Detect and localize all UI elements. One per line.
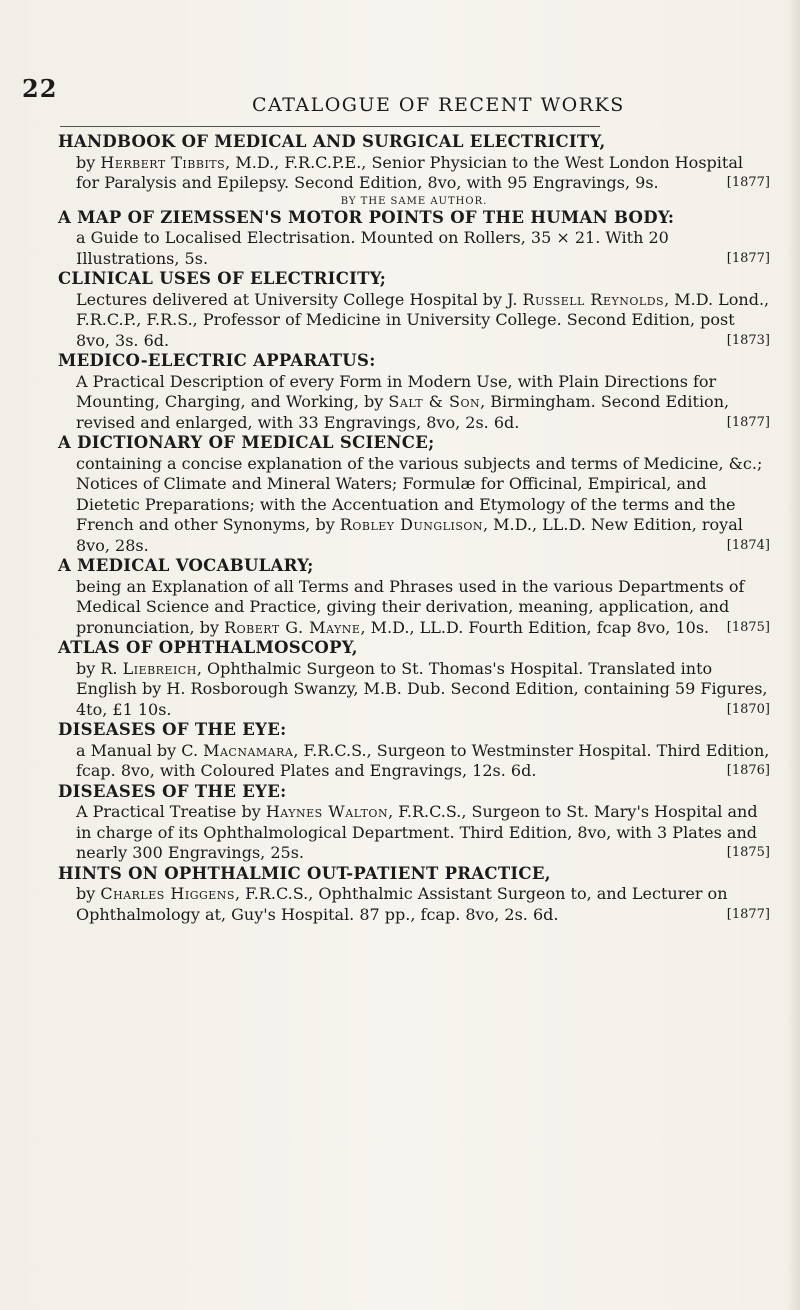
entry-text: being an Explanation of all Terms and Phrases used in the various Departments of Medical Science and Practice, giving their derivation, meaning, application, and pronunciation, by bbox=[76, 576, 745, 637]
entry-text: a Guide to Localised Electrisation. Mounted on Rollers, 35 × 21. With 20 Illustrations, 5s. bbox=[76, 228, 669, 268]
entry-text: , M.D., F.R.C.P.E., Senior Physician to the West London Hospital for Paralysis and Epilepsy. Second Edition, 8vo, with 95 Engravings, 9s. bbox=[76, 152, 743, 192]
entry-body bbox=[58, 884, 770, 925]
catalogue-entry bbox=[58, 433, 770, 556]
entry-text: , M.D. Lond., F.R.C.P., F.R.S., Professor of Medicine in University College. Second Edition, post 8vo, 3s. 6d. bbox=[76, 289, 770, 350]
entry-author: Liebreich bbox=[122, 658, 197, 678]
catalogue-entry bbox=[58, 556, 770, 638]
entry-body bbox=[58, 454, 770, 557]
entry-author: Haynes Walton bbox=[265, 802, 389, 821]
entry-date: [1877] bbox=[726, 175, 770, 190]
entry-author: Charles Higgens bbox=[100, 884, 235, 903]
entry-title: MEDICO-ELECTRIC APPARATUS: bbox=[58, 351, 376, 370]
entry-date: [1877] bbox=[726, 906, 770, 922]
catalogue-entry bbox=[58, 638, 770, 720]
entry-title: ATLAS OF OPHTHALMOSCOPY, bbox=[58, 638, 358, 657]
page-edge-shadow bbox=[786, 0, 800, 1310]
entry-body bbox=[58, 372, 770, 434]
entry-author: Russell Reynolds bbox=[522, 289, 665, 309]
entry-author: Macnamara bbox=[203, 740, 294, 760]
entry-date: [1876] bbox=[726, 763, 770, 778]
catalogue-entry bbox=[58, 132, 770, 194]
entry-body bbox=[58, 153, 770, 194]
entry-date: [1875] bbox=[726, 845, 770, 860]
entry-title: DISEASES OF THE EYE: bbox=[58, 720, 287, 739]
entry-body bbox=[58, 290, 770, 352]
entry-title: HANDBOOK OF MEDICAL AND SURGICAL ELECTRICITY, bbox=[58, 132, 606, 151]
entry-body bbox=[58, 577, 770, 639]
entry-author: Robert G. Mayne bbox=[224, 617, 361, 637]
entry-title: A DICTIONARY OF MEDICAL SCIENCE; bbox=[58, 433, 435, 452]
entry-author: Robley Dunglison bbox=[339, 515, 483, 534]
catalogue-entry bbox=[58, 351, 770, 433]
entry-text: A Practical Description of every Form in Modern Use, with Plain Directions for Mounting, Charging, and Working, by bbox=[76, 371, 717, 411]
entry-text: , M.D., LL.D. Fourth Edition, fcap 8vo, 10s. bbox=[360, 617, 710, 637]
entry-title: CLINICAL USES OF ELECTRICITY; bbox=[58, 269, 387, 288]
entry-text: , F.R.C.S., Surgeon to Westminster Hospital. Third Edition, fcap. 8vo, with Coloured Plates and Engravings, 12s. 6d. bbox=[76, 740, 770, 780]
entry-body bbox=[58, 228, 770, 269]
entry-author: Herbert Tibbits bbox=[100, 152, 226, 172]
entry-text: containing a concise explanation of the various subjects and terms of Medicine, &c.; Notices of Climate and Mineral Waters; Formulæ for Officinal, Empirical, and Dietetic Preparations; with the Accentuation and Etymology of the terms and the French and other Synonyms, by bbox=[76, 453, 763, 534]
entry-body bbox=[58, 659, 770, 721]
entry-text: , Ophthalmic Surgeon to St. Thomas's Hospital. Translated into English by H. Rosborough Swanzy, M.B. Dub. Second Edition, containing 59 Figures, 4to, £1 10s. bbox=[76, 658, 768, 719]
entry-text: , F.R.C.S., Surgeon to St. Mary's Hospital and in charge of its Ophthalmological Department. Third Edition, 8vo, with 3 Plates and nearly 300 Engravings, 25s. bbox=[76, 802, 758, 862]
entry-subhead: BY THE SAME AUTHOR. bbox=[340, 195, 488, 207]
entry-text: by R. bbox=[76, 658, 123, 678]
entry-text: by bbox=[76, 884, 101, 903]
entry-date: [1877] bbox=[726, 414, 770, 430]
entry-date: [1870] bbox=[726, 701, 770, 717]
catalogue-entry bbox=[58, 864, 770, 926]
catalogue-entry bbox=[58, 196, 770, 270]
page-number: 22 bbox=[22, 74, 58, 103]
entry-title: A MAP OF ZIEMSSEN'S MOTOR POINTS OF THE HUMAN BODY: bbox=[58, 207, 675, 227]
running-head: CATALOGUE OF RECENT WORKS bbox=[252, 94, 625, 116]
entry-title: HINTS ON OPHTHALMIC OUT-PATIENT PRACTICE, bbox=[58, 863, 551, 883]
entry-title: A MEDICAL VOCABULARY; bbox=[58, 556, 314, 575]
catalogue-entry bbox=[58, 782, 770, 864]
entry-text: A Practical Treatise by bbox=[76, 802, 266, 821]
entry-date: [1873] bbox=[726, 332, 770, 348]
catalogue-entries bbox=[58, 132, 770, 925]
entry-body bbox=[58, 802, 770, 864]
entry-text: , M.D., LL.D. New Edition, royal 8vo, 28s. bbox=[76, 515, 743, 555]
catalogue-entry bbox=[58, 269, 770, 351]
entry-text: , Birmingham. Second Edition, revised and enlarged, with 33 Engravings, 8vo, 2s. 6d. bbox=[76, 392, 730, 432]
entry-author: Salt & Son bbox=[388, 392, 481, 411]
entry-text: , F.R.C.S., Ophthalmic Assistant Surgeon to, and Lecturer on Ophthalmology at, Guy's Hospital. 87 pp., fcap. 8vo, 2s. 6d. bbox=[76, 884, 728, 924]
entry-text: Lectures delivered at University College Hospital by J. bbox=[76, 289, 523, 309]
entry-date: [1874] bbox=[726, 537, 770, 553]
header-rule bbox=[60, 126, 600, 127]
entry-date: [1875] bbox=[726, 619, 770, 635]
entry-text: a Manual by C. bbox=[76, 740, 204, 760]
entry-body bbox=[58, 741, 770, 782]
catalogue-entry bbox=[58, 720, 770, 782]
entry-text: by bbox=[76, 152, 101, 172]
entry-title: DISEASES OF THE EYE: bbox=[58, 781, 287, 801]
entry-date: [1877] bbox=[726, 250, 770, 266]
